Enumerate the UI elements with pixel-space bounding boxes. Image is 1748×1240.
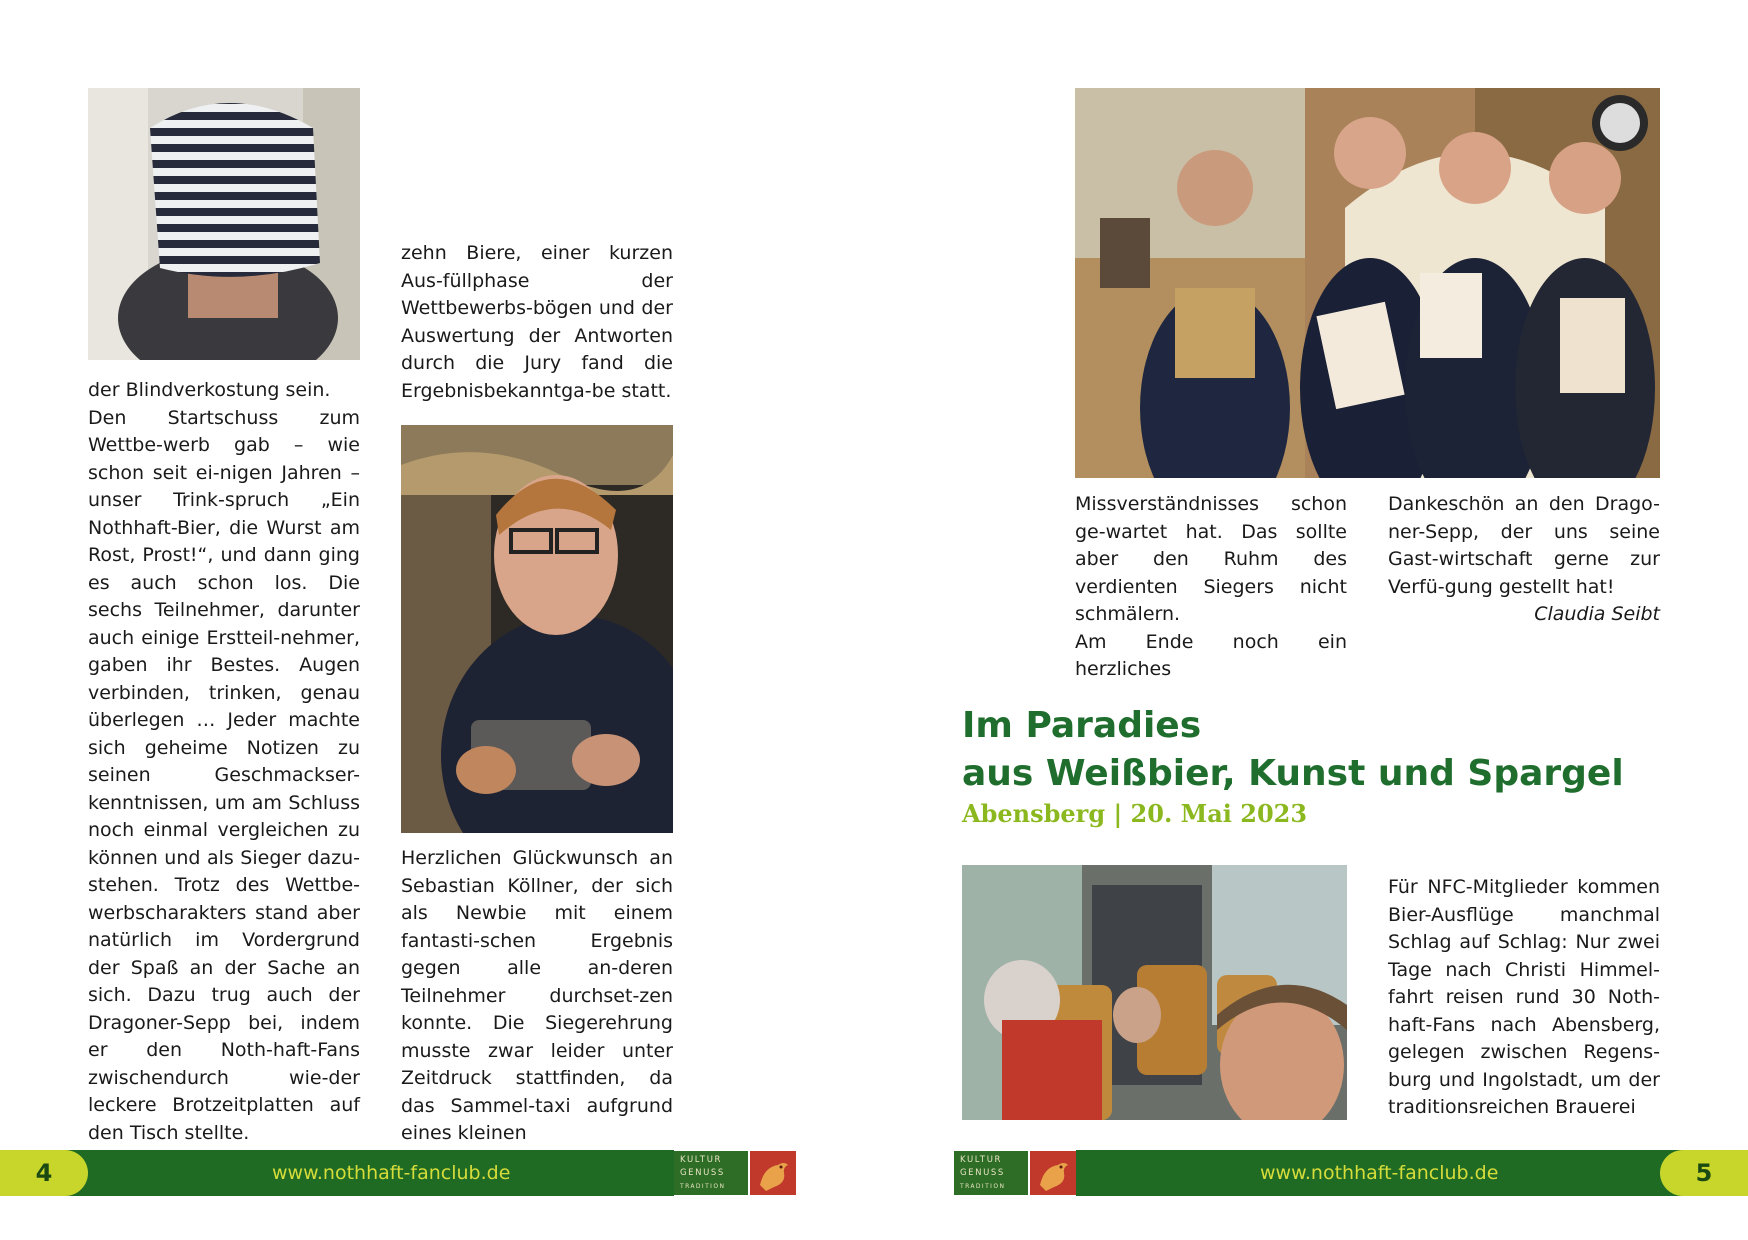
paragraph: Am Ende noch ein herzliches — [1075, 630, 1347, 680]
paragraph: Den Startschuss zum Wettbe-werb gab – wie schon seit ei-nigen Jahren – unser Trink-spruch „Ein Nothhaft-Bier, die Wurst am Rost, Prost!“, und dann ging es auch schon los. Die sechs Teilnehmer, darunter auch einige Erstteil-nehmer, gaben ihr Bestes. Augen verbinden, trinken, genau überlegen … Jeder machte sich geheime Notizen zu seinen Geschmackser-kenntnissen, um am Schluss noch einmal vergleichen zu können und als Sieger dazu-stehen. Trotz des Wettbe-werbscharakters stand aber natürlich im Vordergrund der Spaß an der Sache an sich. Dazu trug auch der Dragoner-Sepp bei, indem er den Noth-haft-Fans zwischendurch wie-der leckere Brotzeitplatten auf den Tisch stellte. — [88, 406, 360, 1144]
footer-url-right[interactable]: www.nothhaft-fanclub.de — [1260, 1162, 1499, 1184]
page-number-right: 5 — [1660, 1150, 1748, 1196]
photo-award-ceremony — [1075, 88, 1660, 478]
headline-line-1: Im Paradies — [962, 705, 1202, 746]
paragraph: Dankeschön an den Drago-ner-Sepp, der uns seine Gast-wirtschaft gerne zur Verfü-gung gestellt hat! — [1388, 493, 1660, 598]
article-subheadline: Abensberg | 20. Mai 2023 — [962, 799, 1308, 828]
article-headline — [962, 702, 1624, 798]
article-column-2-bottom — [401, 845, 673, 1148]
logo-text: KULTUR GENUSS TRADITION — [674, 1151, 748, 1195]
club-logo-right — [954, 1151, 1076, 1195]
article-column-4 — [1388, 491, 1660, 629]
paragraph: Herzlichen Glückwunsch an Sebastian Köllner, der sich als Newbie mit einem fantasti-schen Ergebnis gegen alle an-deren Teilnehmer durchset-zen konnte. Die Siegerehrung musste zwar leider unter Zeitdruck stattfinden, da das Sammel-taxi aufgrund eines kleinen — [401, 847, 673, 1144]
paragraph: zehn Biere, einer kurzen Aus-füllphase der Wettbewerbs-bögen und der Auswertung der Antworten durch die Jury fand die Ergebnisbekanntga-be statt. — [401, 242, 673, 402]
bird-icon — [1030, 1151, 1076, 1195]
page-number-left: 4 — [0, 1150, 88, 1196]
photo-blindfolded-taster — [88, 88, 360, 360]
bird-icon — [750, 1151, 796, 1195]
footer-url-left[interactable]: www.nothhaft-fanclub.de — [272, 1162, 511, 1184]
article-column-3 — [1075, 491, 1347, 684]
article-column-5 — [1388, 874, 1660, 1122]
article-column-1 — [88, 377, 360, 1175]
paragraph: Für NFC-Mitglieder kommen Bier-Ausflüge manchmal Schlag auf Schlag: Nur zwei Tage nach Christi Himmel-fahrt reisen rund 30 Noth-haft-Fans nach Abensberg, gelegen zwischen Regens-burg und Ingolstadt, um der traditionsreichen Brauerei — [1388, 876, 1660, 1118]
paragraph: Missverständnisses schon ge-wartet hat. Das sollte aber den Ruhm des verdienten Siegers nicht schmälern. — [1075, 493, 1347, 625]
article-column-2-top — [401, 240, 673, 405]
photo-bus-trip — [962, 865, 1347, 1120]
author-signature: Claudia Seibt — [1534, 603, 1660, 625]
headline-line-2: aus Weißbier, Kunst und Spargel — [962, 753, 1624, 794]
club-logo-left — [674, 1151, 796, 1195]
paragraph: der Blindverkostung sein. — [88, 379, 331, 401]
logo-text: KULTUR GENUSS TRADITION — [954, 1151, 1028, 1195]
photo-winner-with-trophy — [401, 425, 673, 833]
